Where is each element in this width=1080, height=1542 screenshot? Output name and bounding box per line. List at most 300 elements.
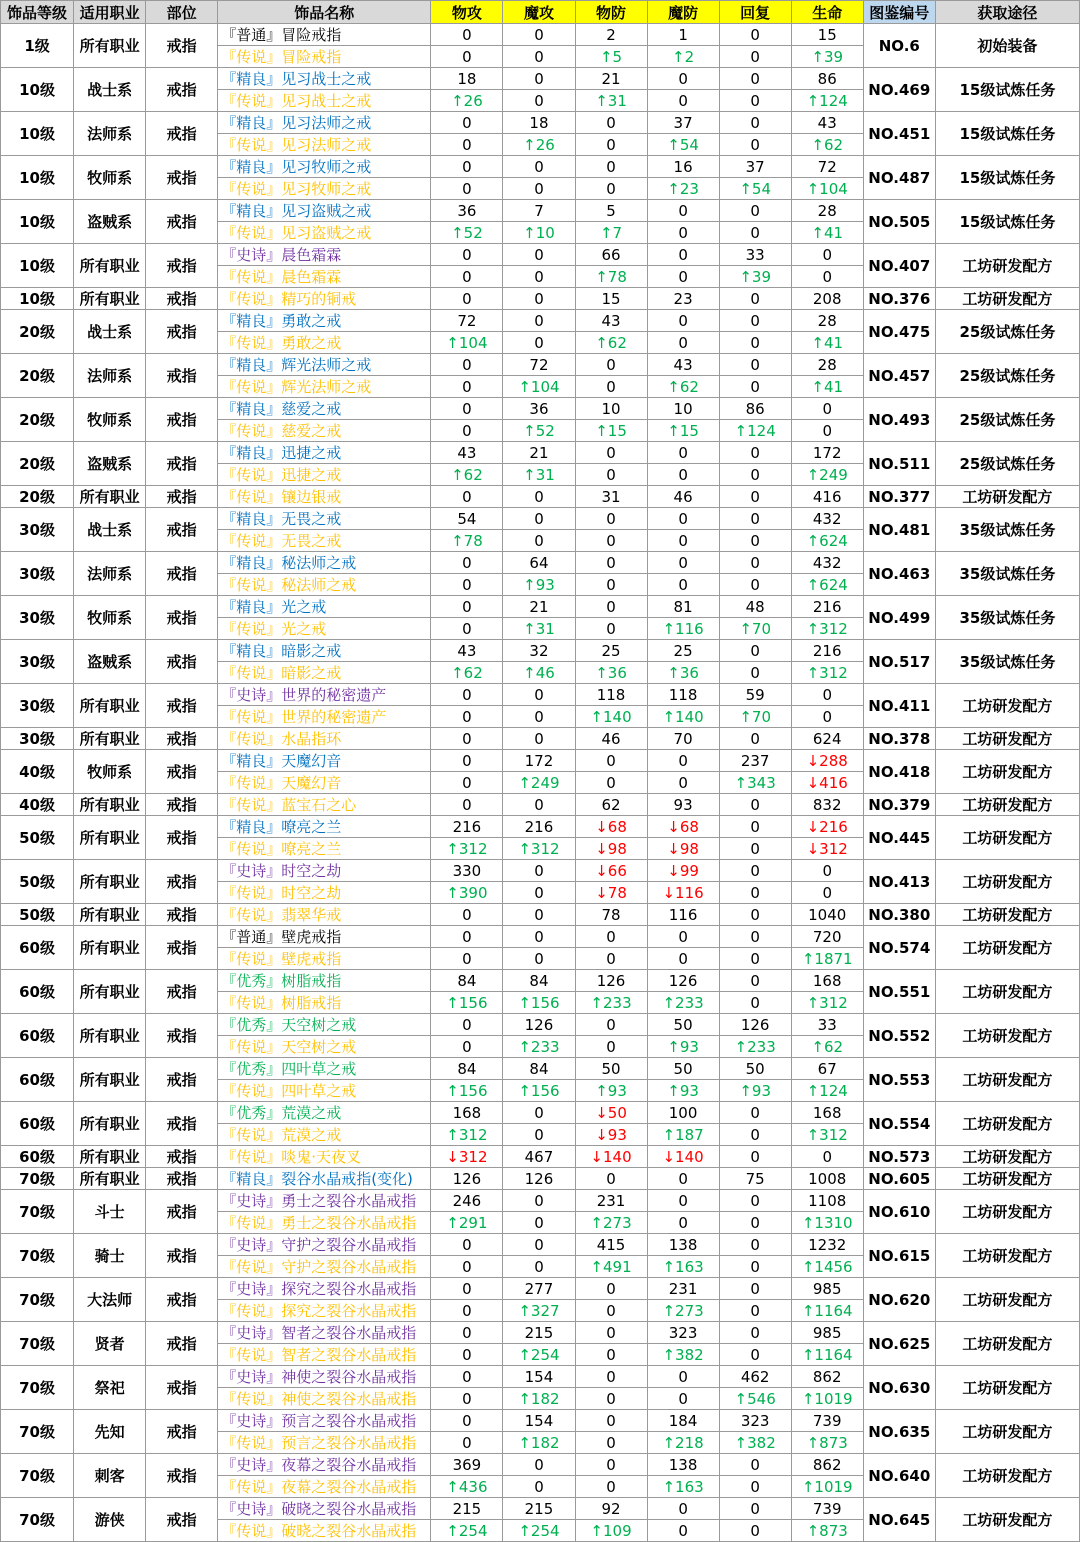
stat-matk: ↑182 bbox=[503, 1388, 575, 1410]
stat-matk: ↑104 bbox=[503, 376, 575, 398]
part-cell: 戒指 bbox=[146, 68, 218, 112]
stat-matk: 0 bbox=[503, 266, 575, 288]
stat-pdef: ↑7 bbox=[575, 222, 647, 244]
stat-matk: 0 bbox=[503, 904, 575, 926]
stat-mdef: 93 bbox=[647, 794, 719, 816]
item-name-cell: 『传说』水晶指环 bbox=[218, 728, 431, 750]
stat-pdef: 92 bbox=[575, 1498, 647, 1520]
stat-matk: 215 bbox=[503, 1322, 575, 1344]
stat-hp: ↑62 bbox=[791, 1036, 863, 1058]
stat-regen: ↑343 bbox=[719, 772, 791, 794]
stat-regen: 0 bbox=[719, 1454, 791, 1476]
stat-regen: 0 bbox=[719, 1344, 791, 1366]
stat-mdef: 0 bbox=[647, 1520, 719, 1542]
stat-pdef: 0 bbox=[575, 1300, 647, 1322]
stat-patk: 0 bbox=[431, 178, 503, 200]
stat-matk: 18 bbox=[503, 112, 575, 134]
item-name-cell: 『传说』荒漠之戒 bbox=[218, 1124, 431, 1146]
job-cell: 刺客 bbox=[74, 1454, 146, 1498]
item-name-cell: 『传说』翡翠华戒 bbox=[218, 904, 431, 926]
stat-matk: ↑249 bbox=[503, 772, 575, 794]
codex-id-cell: NO.574 bbox=[863, 926, 935, 970]
part-cell: 戒指 bbox=[146, 904, 218, 926]
codex-id-cell: NO.499 bbox=[863, 596, 935, 640]
table-row bbox=[1, 1322, 1080, 1344]
item-name-cell: 『传说』无畏之戒 bbox=[218, 530, 431, 552]
stat-pdef: 0 bbox=[575, 530, 647, 552]
stat-mdef: ↑62 bbox=[647, 376, 719, 398]
part-cell: 戒指 bbox=[146, 1102, 218, 1146]
stat-matk: 0 bbox=[503, 530, 575, 552]
part-cell: 戒指 bbox=[146, 486, 218, 508]
stat-pdef: 0 bbox=[575, 1014, 647, 1036]
stat-pdef: ↓78 bbox=[575, 882, 647, 904]
stat-regen: 0 bbox=[719, 1234, 791, 1256]
stat-matk: 0 bbox=[503, 332, 575, 354]
job-cell: 法师系 bbox=[74, 354, 146, 398]
job-cell: 所有职业 bbox=[74, 904, 146, 926]
stat-hp: 0 bbox=[791, 882, 863, 904]
table-row bbox=[1, 684, 1080, 706]
stat-hp: 0 bbox=[791, 266, 863, 288]
stat-regen: 462 bbox=[719, 1366, 791, 1388]
item-name-cell: 『传说』探究之裂谷水晶戒指 bbox=[218, 1300, 431, 1322]
table-row bbox=[1, 1366, 1080, 1388]
table-row bbox=[1, 354, 1080, 376]
stat-matk: 172 bbox=[503, 750, 575, 772]
stat-pdef: ↑36 bbox=[575, 662, 647, 684]
stat-hp: ↑39 bbox=[791, 46, 863, 68]
stat-mdef: 0 bbox=[647, 1212, 719, 1234]
part-cell: 戒指 bbox=[146, 398, 218, 442]
part-cell: 戒指 bbox=[146, 1366, 218, 1410]
stat-regen: 0 bbox=[719, 574, 791, 596]
stat-hp: 67 bbox=[791, 1058, 863, 1080]
stat-mdef: 37 bbox=[647, 112, 719, 134]
stat-pdef: 0 bbox=[575, 552, 647, 574]
part-cell: 戒指 bbox=[146, 1014, 218, 1058]
part-cell: 戒指 bbox=[146, 970, 218, 1014]
stat-patk: 215 bbox=[431, 1498, 503, 1520]
item-name-cell: 『传说』勇敢之戒 bbox=[218, 332, 431, 354]
stat-hp: ↑624 bbox=[791, 530, 863, 552]
item-name-cell: 『传说』光之戒 bbox=[218, 618, 431, 640]
stat-regen: 37 bbox=[719, 156, 791, 178]
stat-matk: 0 bbox=[503, 310, 575, 332]
source-cell: 25级试炼任务 bbox=[935, 354, 1079, 398]
stat-regen: 0 bbox=[719, 1256, 791, 1278]
part-cell: 戒指 bbox=[146, 860, 218, 904]
stat-pdef: 126 bbox=[575, 970, 647, 992]
job-cell: 所有职业 bbox=[74, 1058, 146, 1102]
stat-regen: 0 bbox=[719, 332, 791, 354]
stat-patk: ↑156 bbox=[431, 992, 503, 1014]
stat-mdef: 0 bbox=[647, 68, 719, 90]
stat-hp: ↑1164 bbox=[791, 1300, 863, 1322]
stat-hp: 0 bbox=[791, 706, 863, 728]
stat-regen: 0 bbox=[719, 354, 791, 376]
table-row bbox=[1, 1410, 1080, 1432]
item-name-cell: 『传说』壁虎戒指 bbox=[218, 948, 431, 970]
part-cell: 戒指 bbox=[146, 1146, 218, 1168]
stat-regen: 0 bbox=[719, 860, 791, 882]
stat-hp: ↑41 bbox=[791, 222, 863, 244]
codex-id-cell: NO.615 bbox=[863, 1234, 935, 1278]
stat-pdef: 118 bbox=[575, 684, 647, 706]
stat-matk: 72 bbox=[503, 354, 575, 376]
table-row bbox=[1, 640, 1080, 662]
stat-patk: 36 bbox=[431, 200, 503, 222]
stat-matk: 0 bbox=[503, 926, 575, 948]
table-row bbox=[1, 794, 1080, 816]
stat-patk: ↑104 bbox=[431, 332, 503, 354]
stat-hp: 1108 bbox=[791, 1190, 863, 1212]
stat-pdef: ↑93 bbox=[575, 1080, 647, 1102]
stat-hp: 15 bbox=[791, 24, 863, 46]
job-cell: 大法师 bbox=[74, 1278, 146, 1322]
table-row bbox=[1, 486, 1080, 508]
stat-mdef: 25 bbox=[647, 640, 719, 662]
item-name-cell: 『精良』暗影之戒 bbox=[218, 640, 431, 662]
item-name-cell: 『传说』树脂戒指 bbox=[218, 992, 431, 1014]
codex-id-cell: NO.407 bbox=[863, 244, 935, 288]
stat-mdef: 138 bbox=[647, 1234, 719, 1256]
stat-matk: ↑312 bbox=[503, 838, 575, 860]
stat-pdef: 0 bbox=[575, 1278, 647, 1300]
part-cell: 戒指 bbox=[146, 288, 218, 310]
stat-patk: 43 bbox=[431, 442, 503, 464]
item-name-cell: 『传说』晨色霜霖 bbox=[218, 266, 431, 288]
stat-pdef: 0 bbox=[575, 508, 647, 530]
job-cell: 所有职业 bbox=[74, 816, 146, 860]
stat-patk: 0 bbox=[431, 1388, 503, 1410]
level-cell: 10级 bbox=[1, 288, 74, 310]
table-row bbox=[1, 1190, 1080, 1212]
stat-pdef: 0 bbox=[575, 1476, 647, 1498]
stat-matk: ↑254 bbox=[503, 1520, 575, 1542]
level-cell: 10级 bbox=[1, 112, 74, 156]
stat-patk: 0 bbox=[431, 618, 503, 640]
stat-pdef: 231 bbox=[575, 1190, 647, 1212]
stat-mdef: 0 bbox=[647, 310, 719, 332]
item-name-cell: 『传说』守护之裂谷水晶戒指 bbox=[218, 1256, 431, 1278]
item-name-cell: 『传说』见习法师之戒 bbox=[218, 134, 431, 156]
stat-pdef: ↓50 bbox=[575, 1102, 647, 1124]
item-name-cell: 『精良』无畏之戒 bbox=[218, 508, 431, 530]
level-cell: 40级 bbox=[1, 750, 74, 794]
stat-regen: 126 bbox=[719, 1014, 791, 1036]
stat-regen: 0 bbox=[719, 992, 791, 1014]
part-cell: 戒指 bbox=[146, 750, 218, 794]
level-cell: 10级 bbox=[1, 156, 74, 200]
table-row bbox=[1, 904, 1080, 926]
source-cell: 工坊研发配方 bbox=[935, 684, 1079, 728]
stat-regen: 0 bbox=[719, 90, 791, 112]
stat-patk: 0 bbox=[431, 288, 503, 310]
source-cell: 工坊研发配方 bbox=[935, 1234, 1079, 1278]
stat-patk: 0 bbox=[431, 398, 503, 420]
part-cell: 戒指 bbox=[146, 1322, 218, 1366]
level-cell: 60级 bbox=[1, 1146, 74, 1168]
level-cell: 20级 bbox=[1, 310, 74, 354]
stat-mdef: 0 bbox=[647, 266, 719, 288]
job-cell: 盗贼系 bbox=[74, 200, 146, 244]
source-cell: 工坊研发配方 bbox=[935, 1278, 1079, 1322]
job-cell: 所有职业 bbox=[74, 728, 146, 750]
stat-pdef: 50 bbox=[575, 1058, 647, 1080]
item-name-cell: 『传说』迅捷之戒 bbox=[218, 464, 431, 486]
stat-hp: 862 bbox=[791, 1454, 863, 1476]
source-cell: 工坊研发配方 bbox=[935, 904, 1079, 926]
stat-matk: 0 bbox=[503, 24, 575, 46]
job-cell: 所有职业 bbox=[74, 1168, 146, 1190]
source-cell: 初始装备 bbox=[935, 24, 1079, 68]
stat-mdef: 126 bbox=[647, 970, 719, 992]
stat-matk: 0 bbox=[503, 1190, 575, 1212]
job-cell: 牧师系 bbox=[74, 156, 146, 200]
stat-hp: 168 bbox=[791, 1102, 863, 1124]
stat-hp: 416 bbox=[791, 486, 863, 508]
stat-pdef: ↑491 bbox=[575, 1256, 647, 1278]
stat-patk: 72 bbox=[431, 310, 503, 332]
stat-pdef: 0 bbox=[575, 750, 647, 772]
stat-patk: 0 bbox=[431, 794, 503, 816]
stat-matk: 277 bbox=[503, 1278, 575, 1300]
stat-matk: 0 bbox=[503, 728, 575, 750]
codex-id-cell: NO.487 bbox=[863, 156, 935, 200]
table-row bbox=[1, 1278, 1080, 1300]
level-cell: 50级 bbox=[1, 816, 74, 860]
stat-hp: ↑624 bbox=[791, 574, 863, 596]
table-row bbox=[1, 508, 1080, 530]
part-cell: 戒指 bbox=[146, 112, 218, 156]
stat-patk: ↑291 bbox=[431, 1212, 503, 1234]
item-name-cell: 『传说』暗影之戒 bbox=[218, 662, 431, 684]
item-name-cell: 『传说』神使之裂谷水晶戒指 bbox=[218, 1388, 431, 1410]
stat-pdef: ↑15 bbox=[575, 420, 647, 442]
stat-matk: 0 bbox=[503, 1234, 575, 1256]
stat-mdef: 0 bbox=[647, 772, 719, 794]
table-row bbox=[1, 1146, 1080, 1168]
stat-patk: 246 bbox=[431, 1190, 503, 1212]
item-name-cell: 『传说』智者之裂谷水晶戒指 bbox=[218, 1344, 431, 1366]
stat-mdef: ↓68 bbox=[647, 816, 719, 838]
stat-matk: 0 bbox=[503, 794, 575, 816]
stat-hp: ↑124 bbox=[791, 1080, 863, 1102]
stat-mdef: 0 bbox=[647, 90, 719, 112]
stat-regen: 0 bbox=[719, 1278, 791, 1300]
stat-regen: 0 bbox=[719, 486, 791, 508]
codex-id-cell: NO.451 bbox=[863, 112, 935, 156]
table-row bbox=[1, 442, 1080, 464]
level-cell: 70级 bbox=[1, 1410, 74, 1454]
stat-hp: 172 bbox=[791, 442, 863, 464]
codex-id-cell: NO.481 bbox=[863, 508, 935, 552]
stat-mdef: ↑54 bbox=[647, 134, 719, 156]
stat-regen: ↑546 bbox=[719, 1388, 791, 1410]
stat-patk: 0 bbox=[431, 354, 503, 376]
stat-patk: 0 bbox=[431, 156, 503, 178]
stat-patk: 0 bbox=[431, 1256, 503, 1278]
stat-matk: 0 bbox=[503, 882, 575, 904]
job-cell: 所有职业 bbox=[74, 684, 146, 728]
stat-mdef: 1 bbox=[647, 24, 719, 46]
stat-patk: 126 bbox=[431, 1168, 503, 1190]
stat-hp: 739 bbox=[791, 1498, 863, 1520]
stat-pdef: ↑31 bbox=[575, 90, 647, 112]
stat-mdef: ↑2 bbox=[647, 46, 719, 68]
item-name-cell: 『传说』破晓之裂谷水晶戒指 bbox=[218, 1520, 431, 1542]
stat-pdef: 10 bbox=[575, 398, 647, 420]
item-name-cell: 『传说』勇士之裂谷水晶戒指 bbox=[218, 1212, 431, 1234]
job-cell: 所有职业 bbox=[74, 970, 146, 1014]
stat-hp: 862 bbox=[791, 1366, 863, 1388]
stat-patk: ↑312 bbox=[431, 838, 503, 860]
stat-pdef: 0 bbox=[575, 1454, 647, 1476]
stat-regen: 0 bbox=[719, 24, 791, 46]
stat-pdef: ↓140 bbox=[575, 1146, 647, 1168]
stat-regen: 0 bbox=[719, 376, 791, 398]
stat-patk: 0 bbox=[431, 46, 503, 68]
stat-matk: 0 bbox=[503, 1212, 575, 1234]
codex-id-cell: NO.505 bbox=[863, 200, 935, 244]
stat-matk: 84 bbox=[503, 970, 575, 992]
stat-regen: ↑39 bbox=[719, 266, 791, 288]
part-cell: 戒指 bbox=[146, 1278, 218, 1322]
stat-pdef: 0 bbox=[575, 1410, 647, 1432]
job-cell: 所有职业 bbox=[74, 24, 146, 68]
source-cell: 工坊研发配方 bbox=[935, 970, 1079, 1014]
stat-pdef: 0 bbox=[575, 464, 647, 486]
job-cell: 游侠 bbox=[74, 1498, 146, 1542]
stat-hp: 832 bbox=[791, 794, 863, 816]
level-cell: 20级 bbox=[1, 354, 74, 398]
stat-matk: 0 bbox=[503, 90, 575, 112]
stat-matk: 0 bbox=[503, 1124, 575, 1146]
item-name-cell: 『史诗』破晓之裂谷水晶戒指 bbox=[218, 1498, 431, 1520]
codex-id-cell: NO.640 bbox=[863, 1454, 935, 1498]
header-matk: 魔攻 bbox=[503, 1, 575, 24]
level-cell: 40级 bbox=[1, 794, 74, 816]
stat-regen: 75 bbox=[719, 1168, 791, 1190]
stat-regen: 0 bbox=[719, 68, 791, 90]
codex-id-cell: NO.551 bbox=[863, 970, 935, 1014]
stat-matk: ↑233 bbox=[503, 1036, 575, 1058]
stat-patk: ↓312 bbox=[431, 1146, 503, 1168]
stat-mdef: 0 bbox=[647, 332, 719, 354]
stat-mdef: ↑93 bbox=[647, 1080, 719, 1102]
job-cell: 贤者 bbox=[74, 1322, 146, 1366]
level-cell: 70级 bbox=[1, 1366, 74, 1410]
stat-patk: 18 bbox=[431, 68, 503, 90]
source-cell: 工坊研发配方 bbox=[935, 750, 1079, 794]
job-cell: 战士系 bbox=[74, 310, 146, 354]
codex-id-cell: NO.635 bbox=[863, 1410, 935, 1454]
source-cell: 工坊研发配方 bbox=[935, 1410, 1079, 1454]
job-cell: 所有职业 bbox=[74, 1146, 146, 1168]
source-cell: 工坊研发配方 bbox=[935, 1102, 1079, 1146]
stat-mdef: 50 bbox=[647, 1058, 719, 1080]
item-name-cell: 『史诗』预言之裂谷水晶戒指 bbox=[218, 1410, 431, 1432]
table-row bbox=[1, 288, 1080, 310]
stat-pdef: 0 bbox=[575, 926, 647, 948]
stat-pdef: 0 bbox=[575, 1036, 647, 1058]
stat-pdef: ↓68 bbox=[575, 816, 647, 838]
stat-patk: 84 bbox=[431, 970, 503, 992]
level-cell: 30级 bbox=[1, 640, 74, 684]
stat-pdef: 0 bbox=[575, 1344, 647, 1366]
item-name-cell: 『传说』见习战士之戒 bbox=[218, 90, 431, 112]
stat-patk: 0 bbox=[431, 1432, 503, 1454]
stat-pdef: 15 bbox=[575, 288, 647, 310]
level-cell: 70级 bbox=[1, 1322, 74, 1366]
job-cell: 骑士 bbox=[74, 1234, 146, 1278]
stat-patk: 0 bbox=[431, 684, 503, 706]
stat-regen: ↑70 bbox=[719, 618, 791, 640]
stat-patk: 0 bbox=[431, 420, 503, 442]
stat-regen: 237 bbox=[719, 750, 791, 772]
source-cell: 工坊研发配方 bbox=[935, 728, 1079, 750]
level-cell: 10级 bbox=[1, 200, 74, 244]
level-cell: 70级 bbox=[1, 1454, 74, 1498]
stat-pdef: ↑109 bbox=[575, 1520, 647, 1542]
source-cell: 25级试炼任务 bbox=[935, 310, 1079, 354]
job-cell: 牧师系 bbox=[74, 750, 146, 794]
header-hp: 生命 bbox=[791, 1, 863, 24]
stat-patk: 0 bbox=[431, 486, 503, 508]
stat-regen: 0 bbox=[719, 46, 791, 68]
header-source: 获取途径 bbox=[935, 1, 1079, 24]
stat-pdef: 0 bbox=[575, 772, 647, 794]
part-cell: 戒指 bbox=[146, 1234, 218, 1278]
stat-patk: ↑62 bbox=[431, 464, 503, 486]
stat-regen: 0 bbox=[719, 728, 791, 750]
stat-regen: 0 bbox=[719, 1476, 791, 1498]
stat-patk: ↑78 bbox=[431, 530, 503, 552]
codex-id-cell: NO.553 bbox=[863, 1058, 935, 1102]
stat-hp: ↑1164 bbox=[791, 1344, 863, 1366]
stat-mdef: 0 bbox=[647, 1168, 719, 1190]
stat-matk: 154 bbox=[503, 1410, 575, 1432]
stat-patk: 0 bbox=[431, 1036, 503, 1058]
job-cell: 牧师系 bbox=[74, 398, 146, 442]
item-name-cell: 『史诗』神使之裂谷水晶戒指 bbox=[218, 1366, 431, 1388]
part-cell: 戒指 bbox=[146, 1168, 218, 1190]
stat-matk: ↑156 bbox=[503, 1080, 575, 1102]
stat-regen: ↑124 bbox=[719, 420, 791, 442]
item-name-cell: 『传说』蓝宝石之心 bbox=[218, 794, 431, 816]
stat-hp: ↑312 bbox=[791, 992, 863, 1014]
stat-hp: 739 bbox=[791, 1410, 863, 1432]
stat-matk: 467 bbox=[503, 1146, 575, 1168]
stat-matk: 36 bbox=[503, 398, 575, 420]
codex-id-cell: NO.511 bbox=[863, 442, 935, 486]
stat-regen: ↑382 bbox=[719, 1432, 791, 1454]
stat-pdef: 0 bbox=[575, 112, 647, 134]
codex-id-cell: NO.376 bbox=[863, 288, 935, 310]
stat-patk: 0 bbox=[431, 376, 503, 398]
item-name-cell: 『优秀』荒漠之戒 bbox=[218, 1102, 431, 1124]
stat-pdef: 0 bbox=[575, 1366, 647, 1388]
stat-regen: 0 bbox=[719, 508, 791, 530]
header-id: 图鉴编号 bbox=[863, 1, 935, 24]
source-cell: 15级试炼任务 bbox=[935, 68, 1079, 112]
stat-matk: 0 bbox=[503, 508, 575, 530]
stat-patk: 0 bbox=[431, 904, 503, 926]
stat-mdef: 16 bbox=[647, 156, 719, 178]
stat-hp: 0 bbox=[791, 398, 863, 420]
job-cell: 所有职业 bbox=[74, 244, 146, 288]
